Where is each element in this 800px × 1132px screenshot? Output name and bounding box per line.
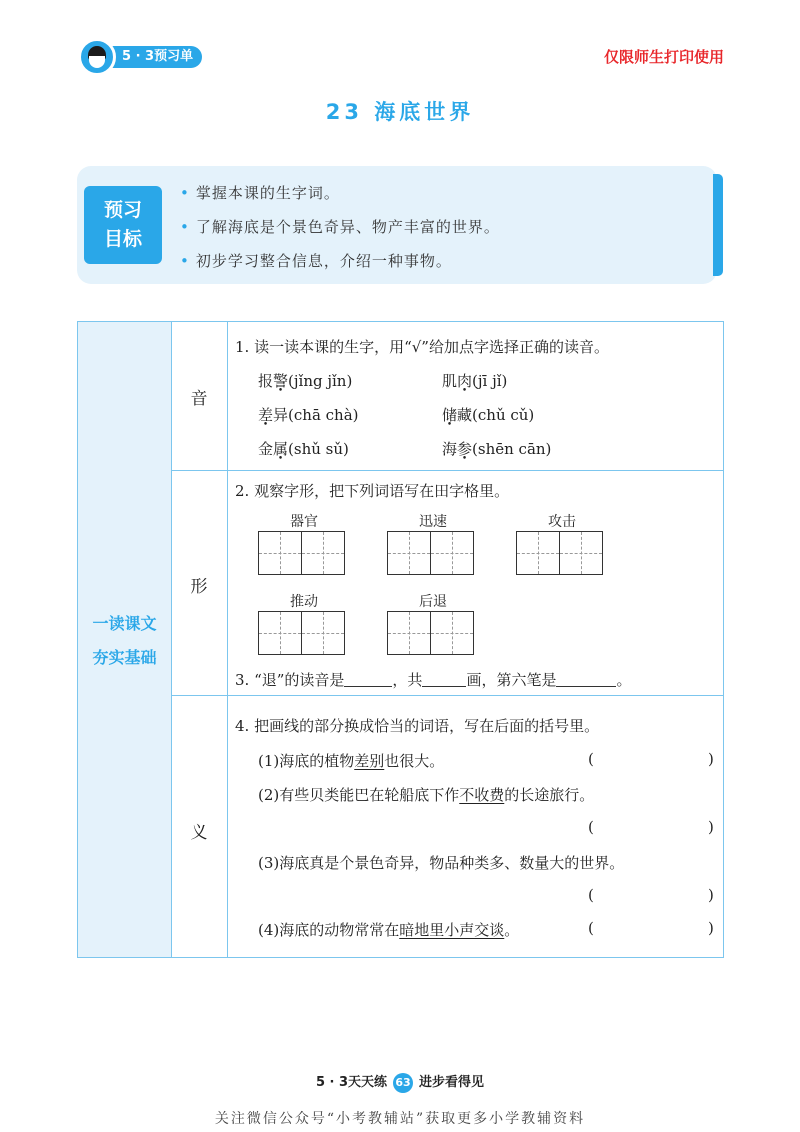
pinyin-item: 肌肉(jī jǐ) (442, 372, 508, 390)
bullet-icon: • (180, 184, 190, 202)
answer-close-paren: ) (708, 919, 714, 937)
goal-item: • 掌握本课的生字词。 (180, 184, 340, 202)
grid-word-label: 攻击 (548, 514, 576, 530)
goals-label (84, 186, 162, 264)
section-column (78, 322, 172, 957)
series-label: 5 · 3预习单 (92, 46, 202, 68)
row-label-shape: 形 (190, 577, 208, 597)
row-label-sound: 音 (190, 389, 208, 409)
answer-open-paren: ( (588, 818, 594, 836)
answer-blank[interactable] (344, 686, 392, 687)
pinyin-item: 差异(chā chà) (258, 406, 359, 424)
bullet-icon: • (180, 218, 190, 236)
writing-grid[interactable] (258, 531, 343, 575)
section-title-line2: 夯实基础 (92, 648, 157, 667)
row-label-meaning: 义 (190, 823, 208, 843)
sentence-1: (1)海底的植物差别也很大。 (258, 752, 445, 770)
pinyin-item: 报警(jǐng jǐn) (258, 372, 353, 390)
sentence-2: (2)有些贝类能巴在轮船底下作不收费的长途旅行。 (258, 786, 595, 804)
question-1-prompt: 1. 读一读本课的生字，用“√”给加点字选择正确的读音。 (235, 338, 609, 356)
row-label-column (171, 322, 228, 957)
question-3: 3. “退”的读音是 ，共 画，第六笔是 。 (235, 671, 632, 689)
sentence-4: (4)海底的动物常常在暗地里小声交谈。 (258, 921, 520, 939)
goal-item: • 了解海底是个景色奇异、物产丰富的世界。 (180, 218, 500, 236)
answer-open-paren: ( (588, 886, 594, 904)
bullet-icon: • (180, 252, 190, 270)
question-2-prompt: 2. 观察字形，把下列词语写在田字格里。 (235, 482, 510, 500)
grid-word-label: 器官 (290, 514, 318, 530)
usage-restriction: 仅限师生打印使用 (603, 48, 724, 66)
writing-grid[interactable] (387, 611, 472, 655)
series-badge (78, 42, 203, 72)
exercise-table (77, 321, 724, 958)
footer-series: 5 · 3天天练 (315, 1075, 388, 1090)
grid-word-label: 后退 (419, 594, 447, 610)
answer-close-paren: ) (708, 750, 714, 768)
row-divider (171, 470, 723, 471)
watermark-text: 关注微信公众号“小考教辅站”获取更多小学教辅资料 (214, 1111, 586, 1127)
pinyin-item: 海参(shēn cān) (442, 440, 552, 458)
mascot-icon (78, 38, 116, 76)
page-footer (0, 1071, 800, 1093)
answer-open-paren: ( (588, 750, 594, 768)
preview-goals-box (77, 166, 717, 284)
goals-label-line2: 目标 (103, 228, 142, 250)
answer-open-paren: ( (588, 919, 594, 937)
answer-close-paren: ) (708, 886, 714, 904)
writing-grid[interactable] (387, 531, 472, 575)
writing-grid[interactable] (258, 611, 343, 655)
pinyin-item: 储藏(chǔ cǔ) (442, 406, 535, 424)
pinyin-item: 金属(shǔ sǔ) (258, 440, 349, 458)
answer-close-paren: ) (708, 818, 714, 836)
lesson-title: 23 海底世界 (325, 100, 475, 124)
grid-word-label: 迅速 (419, 514, 447, 530)
answer-blank[interactable] (556, 686, 616, 687)
row-divider (171, 695, 723, 696)
answer-blank[interactable] (422, 686, 466, 687)
goals-label-line1: 预习 (103, 199, 142, 221)
goals-side-tab (713, 174, 723, 276)
question-4-prompt: 4. 把画线的部分换成恰当的词语，写在后面的括号里。 (235, 717, 600, 735)
section-title-line1: 一读课文 (92, 614, 157, 633)
page-number: 63 (393, 1073, 413, 1093)
sentence-3: (3)海底真是个景色奇异，物品种类多、数量大的世界。 (258, 854, 625, 872)
grid-word-label: 推动 (290, 594, 318, 610)
goal-item: • 初步学习整合信息，介绍一种事物。 (180, 252, 452, 270)
footer-slogan: 进步看得见 (419, 1075, 485, 1090)
writing-grid[interactable] (516, 531, 601, 575)
